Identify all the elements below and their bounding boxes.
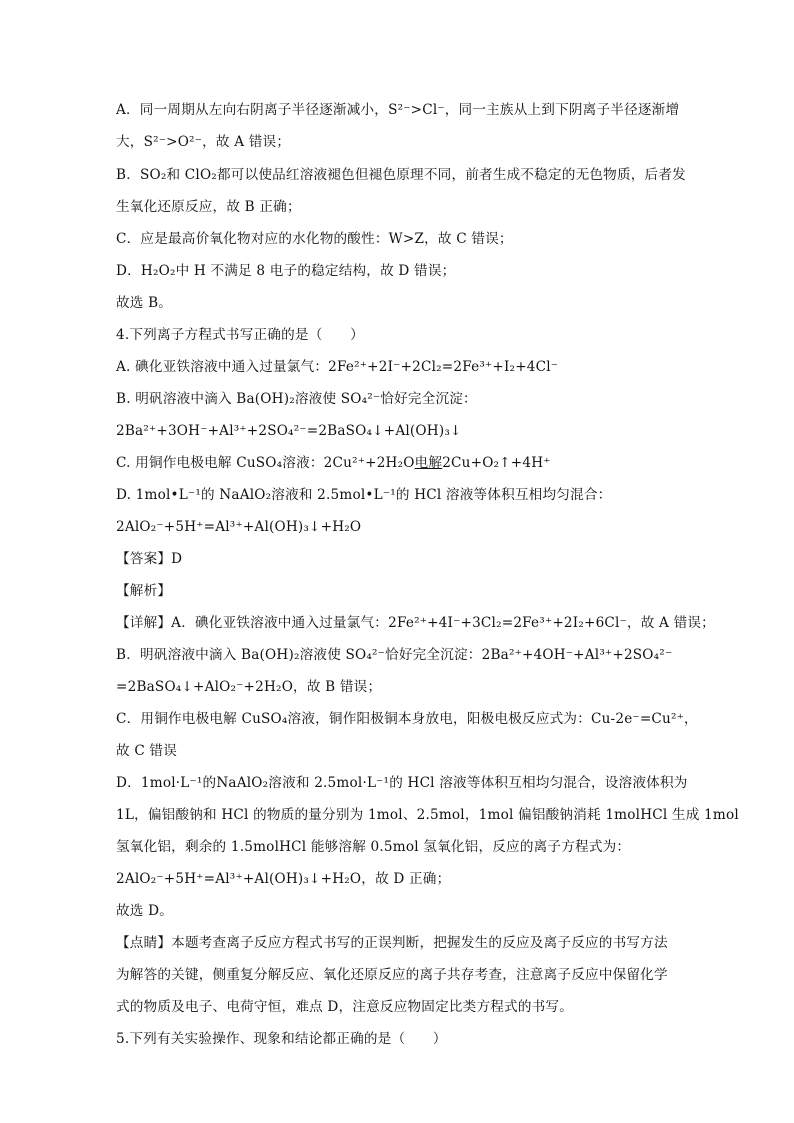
detail-a: 【详解】A．碘化亚铁溶液中通入过量氯气：2Fe²⁺+4I⁻+3Cl₂=2Fe³⁺+2I₂+6Cl⁻，故 A 错误； <box>116 615 715 631</box>
option-d-2: 2AlO₂⁻+5H⁺=Al³⁺+Al(OH)₃↓+H₂O <box>116 519 362 535</box>
comment-3: 式的物质及电子、电荷守恒，难点 D，注意反应物固定比类方程式的书写。 <box>116 999 574 1015</box>
line-choose-b: 故选 B。 <box>116 295 173 311</box>
option-b-1: B. 明矾溶液中滴入 Ba(OH)₂溶液使 SO₄²⁻恰好完全沉淀： <box>116 391 477 407</box>
line-d-explain: D．H₂O₂中 H 不满足 8 电子的稳定结构，故 D 错误； <box>116 263 456 279</box>
detail-d-1: D．1mol·L⁻¹的NaAlO₂溶液和 2.5mol·L⁻¹的 HCl 溶液等体积互相均匀混合，设溶液体积为 <box>116 775 688 791</box>
line-b-explain-2: 生氧化还原反应，故 B 正确； <box>116 199 301 215</box>
line-a-explain-2: 大，S²⁻>O²⁻，故 A 错误； <box>116 134 291 150</box>
comment-2: 为解答的关键，侧重复分解反应、氧化还原反应的离子共存考查，注意离子反应中保留化学 <box>116 967 668 983</box>
detail-c-1: C．用铜作电极电解 CuSO₄溶液，铜作阳极铜本身放电，阳极电极反应式为：Cu-2e⁻=Cu²⁺， <box>116 711 698 727</box>
analysis-label: 【解析】 <box>116 583 172 599</box>
option-c-products: 2Cu+O₂↑+4H⁺ <box>442 455 551 471</box>
option-b-2: 2Ba²⁺+3OH⁻+Al³⁺+2SO₄²⁻=2BaSO₄↓+Al(OH)₃↓ <box>116 423 462 439</box>
option-d-1: D. 1mol•L⁻¹的 NaAlO₂溶液和 2.5mol•L⁻¹的 HCl 溶液等体积互相均匀混合： <box>116 487 612 503</box>
detail-d-4: 2AlO₂⁻+5H⁺=Al³⁺+Al(OH)₃↓+H₂O，故 D 正确； <box>116 871 451 887</box>
option-c-text: C. 用铜作电极电解 CuSO₄溶液：2Cu²⁺+2H₂O <box>116 455 415 471</box>
detail-d-3: 氢氧化铝，剩余的 1.5molHCl 能够溶解 0.5mol 氢氧化铝，反应的离子方程式为： <box>116 839 631 855</box>
detail-b-2: =2BaSO₄↓+AlO₂⁻+2H₂O，故 B 错误； <box>116 679 382 695</box>
detail-b-1: B．明矾溶液中滴入 Ba(OH)₂溶液使 SO₄²⁻恰好完全沉淀：2Ba²⁺+4OH⁻+Al³⁺+2SO₄²⁻ <box>116 647 673 663</box>
question-5-title: 5.下列有关实验操作、现象和结论都正确的是（ ） <box>116 1031 447 1047</box>
question-4-title: 4.下列离子方程式书写正确的是（ ） <box>116 327 364 343</box>
electrolysis-label: 电解 <box>414 455 443 471</box>
answer-label: 【答案】D <box>116 551 183 567</box>
choose-d: 故选 D。 <box>116 903 174 919</box>
detail-c-2: 故 C 错误 <box>116 743 178 759</box>
line-c-explain: C．应是最高价氧化物对应的水化物的酸性：W>Z，故 C 错误； <box>116 231 513 247</box>
line-b-explain-1: B．SO₂和 ClO₂都可以使品红溶液褪色但褪色原理不同，前者生成不稳定的无色物质，后者发 <box>116 167 686 183</box>
comment-1: 【点睛】本题考查离子反应方程式书写的正误判断，把握发生的反应及离子反应的书写方法 <box>116 935 668 951</box>
option-a: A. 碘化亚铁溶液中通入过量氯气：2Fe²⁺+2I⁻+2Cl₂=2Fe³⁺+I₂+4Cl⁻ <box>116 359 559 375</box>
detail-d-2: 1L，偏铝酸钠和 HCl 的物质的量分别为 1mol、2.5mol，1mol 偏铝酸钠消耗 1molHCl 生成 1mol <box>116 807 739 823</box>
line-a-explain-1: A．同一周期从左向右阴离子半径逐渐减小，S²⁻>Cl⁻，同一主族从上到下阴离子半径逐渐增 <box>116 102 680 118</box>
option-c <box>116 453 551 473</box>
